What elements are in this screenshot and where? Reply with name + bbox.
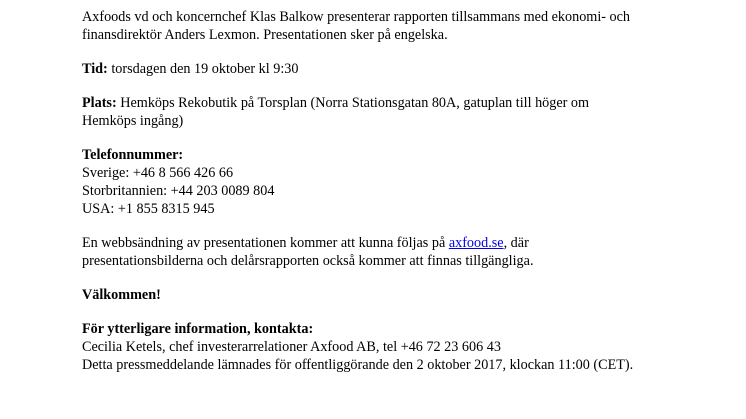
time-label: Tid:: [82, 61, 108, 77]
time-value: torsdagen den 19 oktober kl 9:30: [107, 61, 299, 77]
intro-line-2: finansdirektör Anders Lexmon. Presentationen sker på engelska.: [82, 27, 448, 43]
welcome-paragraph: [82, 286, 732, 304]
place-line-2: Hemköps ingång): [82, 113, 184, 129]
phone-sweden: Sverige: +46 8 566 426 66: [82, 165, 234, 181]
phone-uk: Storbritannien: +44 203 0089 804: [82, 183, 275, 199]
press-release-body: [82, 8, 732, 374]
welcome-text: Välkommen!: [82, 287, 161, 303]
phone-paragraph: [82, 146, 732, 218]
webcast-text-after: , där: [503, 235, 529, 251]
webcast-line-1: [82, 234, 732, 252]
intro-line-1: Axfoods vd och koncernchef Klas Balkow presenterar rapporten tillsammans med ekonomi- och: [82, 9, 631, 25]
contact-person: Cecilia Ketels, chef investerarrelationer Axfood AB, tel +46 72 23 606 43: [82, 339, 501, 355]
webcast-paragraph: [82, 234, 732, 270]
time-line: [82, 60, 732, 78]
axfood-link[interactable]: axfood.se: [448, 235, 504, 251]
release-note: Detta pressmeddelande lämnades för offentliggörande den 2 oktober 2017, klockan 11:00 (CET).: [82, 357, 634, 373]
contact-heading: För ytterligare information, kontakta:: [82, 321, 314, 337]
place-paragraph: [82, 94, 732, 130]
webcast-line-2: presentationsbilderna och delårsrapporten också kommer att finnas tillgängliga.: [82, 253, 534, 269]
phone-heading: Telefonnummer:: [82, 147, 184, 163]
place-value-1: Hemköps Rekobutik på Torsplan (Norra Stationsgatan 80A, gatuplan till höger om: [116, 95, 590, 111]
intro-paragraph: [82, 8, 732, 44]
phone-usa: USA: +1 855 8315 945: [82, 201, 215, 217]
place-line-1: [82, 94, 732, 112]
time-paragraph: [82, 60, 732, 78]
place-label: Plats:: [82, 95, 117, 111]
contact-paragraph: [82, 320, 732, 374]
webcast-text-before: En webbsändning av presentationen kommer att kunna följas på: [82, 235, 449, 251]
